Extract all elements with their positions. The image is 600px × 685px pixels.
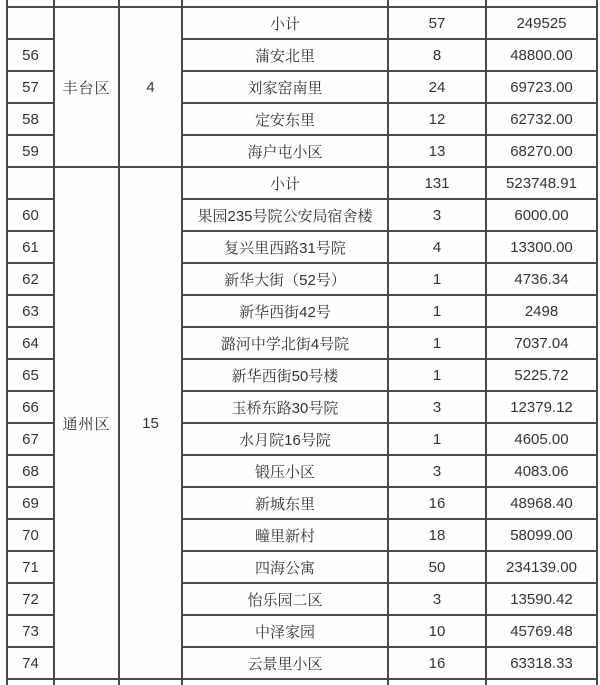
subtotal-units-cell: 57 [388,7,486,39]
community-name-cell: 潞河中学北街4号院 [182,327,388,359]
row-number-cell [7,7,54,39]
amount-cell: 13300.00 [486,231,597,263]
amount-cell: 12379.12 [486,391,597,423]
units-count-cell: 1 [388,263,486,295]
amount-cell: 5225.72 [486,359,597,391]
row-number-cell: 73 [7,615,54,647]
row-number-cell: 74 [7,647,54,679]
units-count-cell: 1 [388,423,486,455]
units-count-cell: 16 [388,487,486,519]
amount-cell: 4736.34 [486,263,597,295]
units-count-cell: 16 [388,647,486,679]
partial-cell [486,0,597,7]
row-number-cell: 60 [7,199,54,231]
row-number-cell: 62 [7,263,54,295]
row-number-cell: 67 [7,423,54,455]
row-number-cell: 63 [7,295,54,327]
units-count-cell: 3 [388,391,486,423]
amount-cell: 7037.04 [486,327,597,359]
subtotal-row [7,167,597,199]
partial-cell [388,679,486,685]
community-name-cell: 复兴里西路31号院 [182,231,388,263]
community-name-cell: 海户屯小区 [182,135,388,167]
partial-cell [486,679,597,685]
community-name-cell: 定安东里 [182,103,388,135]
row-number-cell: 65 [7,359,54,391]
units-count-cell: 24 [388,71,486,103]
units-count-cell: 3 [388,455,486,487]
units-count-cell: 13 [388,135,486,167]
row-number-cell: 66 [7,391,54,423]
row-number-cell: 58 [7,103,54,135]
partial-cell [119,0,182,7]
community-name-cell: 水月院16号院 [182,423,388,455]
amount-cell: 68270.00 [486,135,597,167]
community-name-cell: 锻压小区 [182,455,388,487]
community-name-cell: 新城东里 [182,487,388,519]
partial-cell [182,679,388,685]
subtotal-row [7,7,597,39]
subtotal-label-cell: 小计 [182,7,388,39]
partial-cell [54,0,119,7]
row-number-cell: 68 [7,455,54,487]
partial-cell [388,0,486,7]
community-name-cell: 云景里小区 [182,647,388,679]
amount-cell: 234139.00 [486,551,597,583]
row-number-cell: 61 [7,231,54,263]
partial-row-top [7,0,597,7]
district-name-cell: 通州区 [54,167,119,679]
community-name-cell: 怡乐园二区 [182,583,388,615]
community-name-cell: 玉桥东路30号院 [182,391,388,423]
subtotal-units-cell: 131 [388,167,486,199]
amount-cell: 45769.48 [486,615,597,647]
district-community-count-cell: 4 [119,7,182,167]
subtotal-amount-cell: 249525 [486,7,597,39]
district-subsidy-table [6,0,598,685]
subtotal-amount-cell: 523748.91 [486,167,597,199]
partial-cell [7,0,54,7]
row-number-cell: 70 [7,519,54,551]
partial-row-bottom [7,679,597,685]
amount-cell: 4605.00 [486,423,597,455]
units-count-cell: 1 [388,295,486,327]
subtotal-label-cell: 小计 [182,167,388,199]
row-number-cell: 64 [7,327,54,359]
units-count-cell: 4 [388,231,486,263]
partial-cell [7,679,54,685]
amount-cell: 48968.40 [486,487,597,519]
row-number-cell: 59 [7,135,54,167]
row-number-cell: 69 [7,487,54,519]
community-name-cell: 新华西街50号楼 [182,359,388,391]
amount-cell: 2498 [486,295,597,327]
row-number-cell: 56 [7,39,54,71]
amount-cell: 4083.06 [486,455,597,487]
units-count-cell: 1 [388,359,486,391]
row-number-cell: 72 [7,583,54,615]
row-number-cell: 57 [7,71,54,103]
units-count-cell: 1 [388,327,486,359]
community-name-cell: 蒲安北里 [182,39,388,71]
community-name-cell: 四海公寓 [182,551,388,583]
community-name-cell: 果园235号院公安局宿舍楼 [182,199,388,231]
units-count-cell: 18 [388,519,486,551]
units-count-cell: 8 [388,39,486,71]
amount-cell: 6000.00 [486,199,597,231]
table-body [7,0,597,685]
units-count-cell: 3 [388,199,486,231]
district-name-cell: 丰台区 [54,7,119,167]
amount-cell: 58099.00 [486,519,597,551]
community-name-cell: 新华西街42号 [182,295,388,327]
community-name-cell: 新华大街（52号） [182,263,388,295]
amount-cell: 62732.00 [486,103,597,135]
partial-cell [54,679,119,685]
community-name-cell: 刘家窑南里 [182,71,388,103]
units-count-cell: 3 [388,583,486,615]
amount-cell: 48800.00 [486,39,597,71]
units-count-cell: 10 [388,615,486,647]
row-number-cell: 71 [7,551,54,583]
amount-cell: 63318.33 [486,647,597,679]
community-name-cell: 中泽家园 [182,615,388,647]
units-count-cell: 50 [388,551,486,583]
partial-cell [182,0,388,7]
amount-cell: 69723.00 [486,71,597,103]
units-count-cell: 12 [388,103,486,135]
community-name-cell: 疃里新村 [182,519,388,551]
amount-cell: 13590.42 [486,583,597,615]
district-community-count-cell: 15 [119,167,182,679]
row-number-cell [7,167,54,199]
partial-cell [119,679,182,685]
